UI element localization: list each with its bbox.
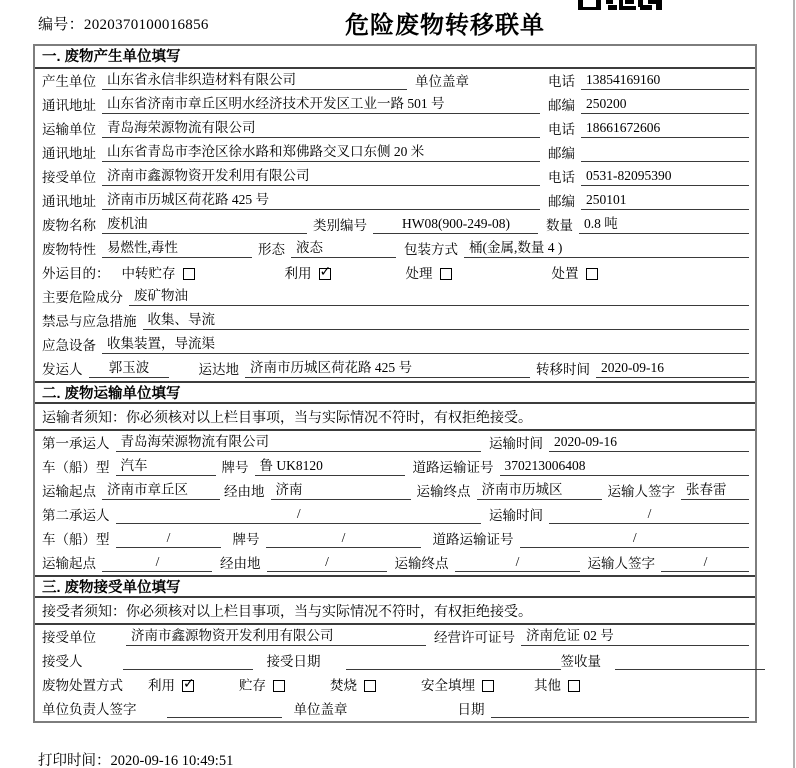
option-label: 安全填埋: [421, 678, 475, 693]
receiver-zip-label: 邮编: [548, 194, 575, 209]
transporter-address-value: 山东省青岛市李沧区徐水路和郑佛路交叉口东侧 20 米: [102, 144, 540, 162]
received-qty-value: [615, 668, 765, 670]
receiver-label: 接受单位: [42, 170, 96, 185]
carrier-sign-label-2: 运输人签字: [587, 556, 655, 571]
vehicle-row-2: [35, 527, 755, 551]
purpose-option-treat: [406, 266, 452, 282]
packing-value: 桶(金属,数量 4 ): [464, 240, 749, 258]
doc-number-value: 2020370100016856: [83, 17, 209, 33]
unit-seal-label: 单位盖章: [415, 74, 469, 89]
transport-time-value-2: /: [549, 506, 749, 524]
accepting-unit-value: 济南市鑫源物资开发利用有限公司: [126, 628, 426, 646]
receiver-value: 济南市鑫源物资开发利用有限公司: [102, 168, 540, 186]
plate-value-2: /: [266, 530, 421, 548]
responsible-sign-value: [167, 716, 282, 718]
transporter-zip-label: 邮编: [548, 146, 575, 161]
producer-phone-value: 13854169160: [581, 72, 749, 90]
checkbox-icon: [568, 680, 580, 692]
doc-title: 危险废物转移联单: [345, 12, 545, 39]
waste-property-row: [35, 237, 755, 261]
route-row-2: [35, 551, 755, 575]
receiver-address-row: [35, 189, 755, 213]
carrier-sign-value-2: /: [661, 554, 749, 572]
quantity-label: 数量: [546, 218, 573, 233]
sign-date-value: [491, 716, 750, 718]
route-via-value-2: /: [267, 554, 387, 572]
dispatch-row: [35, 357, 755, 381]
emergency-measures-value: 收集、导流: [143, 312, 750, 330]
acceptor-row: [35, 649, 755, 673]
accepting-unit-label: 接受单位: [42, 630, 96, 645]
purpose-label: 外运目的：: [42, 266, 110, 281]
road-license-value-2: /: [520, 530, 750, 548]
transporter-address-label: 通讯地址: [42, 146, 96, 161]
route-end-value: 济南市历城区: [477, 482, 602, 500]
producer-address-row: [35, 93, 755, 117]
checkbox-icon: [586, 268, 598, 280]
transporter-row: [35, 117, 755, 141]
hazard-component-label: 主要危险成分: [42, 290, 123, 305]
print-time-value: 2020-09-16 10:49:51: [110, 753, 234, 768]
second-carrier-value: /: [116, 506, 482, 524]
transporter-notice-row: [35, 404, 755, 431]
transport-time-label: 运输时间: [489, 436, 543, 451]
disposal-option-incinerate: [330, 678, 376, 694]
print-time-label: 打印时间：: [38, 753, 111, 768]
accept-date-value: [346, 668, 561, 670]
receiver-notice-text: 你必须核对以上栏目事项，当与实际情况不符时，有权拒绝接受。: [126, 604, 532, 620]
route-origin-value: 济南市章丘区: [102, 482, 220, 500]
responsible-sign-row: [35, 697, 755, 721]
road-license-label-2: 道路运输证号: [432, 532, 514, 547]
consignor-value: 郭玉波: [89, 360, 169, 378]
category-label: 类别编号: [313, 218, 367, 233]
vehicle-type-value: 汽车: [116, 458, 216, 476]
emergency-equipment-row: [35, 333, 755, 357]
form-value: 液态: [291, 240, 396, 258]
destination-label: 运达地: [198, 362, 239, 377]
option-label: 其他: [534, 678, 561, 693]
route-origin-label-2: 运输起点: [42, 556, 96, 571]
transporter-phone-value: 18661672606: [581, 120, 749, 138]
disposal-option-other: [534, 678, 580, 694]
purpose-row: [35, 261, 755, 285]
hazard-component-value: 废矿物油: [129, 288, 749, 306]
route-end-label-2: 运输终点: [394, 556, 449, 571]
receiver-phone-label: 电话: [548, 170, 575, 185]
receiver-phone-value: 0531-82095390: [581, 168, 749, 186]
producer-address-label: 通讯地址: [42, 98, 96, 113]
disposal-method-row: [35, 673, 755, 697]
acceptor-label: 接受人: [42, 654, 83, 669]
receiver-address-value: 济南市历城区荷花路 425 号: [102, 192, 540, 210]
receiver-zip-value: 250101: [581, 192, 749, 210]
carrier-sign-value: 张春雷: [681, 482, 749, 500]
transporter-zip-value: [581, 160, 749, 162]
checkbox-checked-icon: [182, 680, 194, 692]
purpose-option-utilize: [285, 266, 331, 282]
checkbox-icon: [482, 680, 494, 692]
vehicle-type-label-2: 车（船）型: [42, 532, 110, 547]
category-value: HW08(900-249-08): [373, 216, 538, 234]
checkbox-icon: [273, 680, 285, 692]
waste-name-row: [35, 213, 755, 237]
waste-name-value: 废机油: [102, 216, 307, 234]
receiver-row: [35, 165, 755, 189]
first-carrier-label: 第一承运人: [42, 436, 110, 451]
route-via-label-2: 经由地: [220, 556, 261, 571]
packing-label: 包装方式: [404, 242, 458, 257]
plate-label: 牌号: [221, 460, 249, 475]
sign-date-label: 日期: [457, 702, 485, 717]
transporter-address-row: [35, 141, 755, 165]
checkbox-checked-icon: [319, 268, 331, 280]
permit-label: 经营许可证号: [434, 630, 515, 645]
vehicle-row-1: [35, 455, 755, 479]
transfer-time-label: 转移时间: [536, 362, 590, 377]
print-time: [38, 749, 233, 768]
producer-value: 山东省永信非织造材料有限公司: [102, 72, 407, 90]
acceptor-value: [123, 668, 253, 670]
route-via-value: 济南: [271, 482, 411, 500]
receiver-notice-label: 接受者须知：: [42, 604, 126, 620]
qr-code-fragment-icon: [578, 0, 662, 10]
second-carrier-row: [35, 503, 755, 527]
option-label: 利用: [284, 266, 312, 281]
disposal-option-utilize: [148, 678, 194, 694]
second-carrier-label: 第二承运人: [42, 508, 110, 523]
form-label: 形态: [258, 242, 285, 257]
receiver-notice-row: [35, 598, 755, 625]
section-3-header: 三. 废物接受单位填写: [35, 575, 755, 598]
first-carrier-value: 青岛海荣源物流有限公司: [116, 434, 482, 452]
route-origin-value-2: /: [102, 554, 212, 572]
vehicle-type-label: 车（船）型: [42, 460, 110, 475]
disposal-method-label: 废物处置方式: [42, 678, 123, 693]
carrier-sign-label: 运输人签字: [607, 484, 675, 499]
producer-phone-label: 电话: [548, 74, 575, 89]
route-row-1: [35, 479, 755, 503]
transfer-time-value: 2020-09-16: [596, 360, 749, 378]
option-label: 中转贮存: [121, 266, 176, 281]
producer-zip-label: 邮编: [548, 98, 575, 113]
receiver-address-label: 通讯地址: [42, 194, 96, 209]
first-carrier-row: [35, 431, 755, 455]
manifest-form-table: [33, 44, 757, 723]
vehicle-type-value-2: /: [116, 530, 221, 548]
road-license-label: 道路运输证号: [412, 460, 494, 475]
purpose-option-transfer-storage: [122, 266, 195, 282]
route-origin-label: 运输起点: [42, 484, 96, 499]
waste-property-value: 易燃性,毒性: [102, 240, 252, 258]
emergency-equipment-value: 收集装置，导流渠: [102, 336, 749, 354]
checkbox-icon: [440, 268, 452, 280]
page-edge-line: [793, 0, 795, 768]
destination-value: 济南市历城区荷花路 425 号: [245, 360, 530, 378]
accepting-unit-row: [35, 625, 755, 649]
option-label: 利用: [148, 678, 175, 693]
unit-seal-label-2: 单位盖章: [293, 702, 348, 717]
emergency-measures-row: [35, 309, 755, 333]
transporter-label: 运输单位: [42, 122, 96, 137]
transporter-notice-label: 运输者须知：: [42, 410, 126, 426]
disposal-option-landfill: [421, 678, 494, 694]
road-license-value: 370213006408: [500, 458, 750, 476]
emergency-measures-label: 禁忌与应急措施: [42, 314, 137, 329]
route-via-label: 经由地: [224, 484, 265, 499]
section-1-header: 一. 废物产生单位填写: [35, 46, 755, 69]
disposal-option-store: [239, 678, 285, 694]
quantity-value: 0.8 吨: [579, 216, 749, 234]
route-end-value-2: /: [455, 554, 580, 572]
transport-time-value: 2020-09-16: [549, 434, 749, 452]
producer-row: [35, 69, 755, 93]
purpose-option-dispose: [552, 266, 598, 282]
producer-zip-value: 250200: [581, 96, 749, 114]
option-label: 贮存: [239, 678, 266, 693]
producer-label: 产生单位: [42, 74, 96, 89]
permit-value: 济南危证 02 号: [521, 628, 749, 646]
transporter-phone-label: 电话: [548, 122, 575, 137]
plate-label-2: 牌号: [232, 532, 260, 547]
option-label: 处理: [405, 266, 433, 281]
received-qty-label: 签收量: [560, 654, 601, 669]
doc-number-label: 编号：: [38, 17, 84, 33]
checkbox-icon: [183, 268, 195, 280]
responsible-sign-label: 单位负责人签字: [42, 702, 137, 717]
hazard-component-row: [35, 285, 755, 309]
plate-value: 鲁 UK8120: [255, 458, 405, 476]
waste-property-label: 废物特性: [42, 242, 96, 257]
transport-time-label-2: 运输时间: [489, 508, 543, 523]
transporter-notice-text: 你必须核对以上栏目事项，当与实际情况不符时，有权拒绝接受。: [126, 410, 532, 426]
accept-date-label: 接受日期: [266, 654, 321, 669]
section-2-header: 二. 废物运输单位填写: [35, 381, 755, 404]
option-label: 处置: [551, 266, 579, 281]
checkbox-icon: [364, 680, 376, 692]
waste-name-label: 废物名称: [42, 218, 96, 233]
transporter-value: 青岛海荣源物流有限公司: [102, 120, 540, 138]
option-label: 焚烧: [330, 678, 357, 693]
consignor-label: 发运人: [42, 362, 83, 377]
producer-address-value: 山东省济南市章丘区明水经济技术开发区工业一路 501 号: [102, 96, 540, 114]
route-end-label: 运输终点: [416, 484, 471, 499]
emergency-equipment-label: 应急设备: [42, 338, 96, 353]
